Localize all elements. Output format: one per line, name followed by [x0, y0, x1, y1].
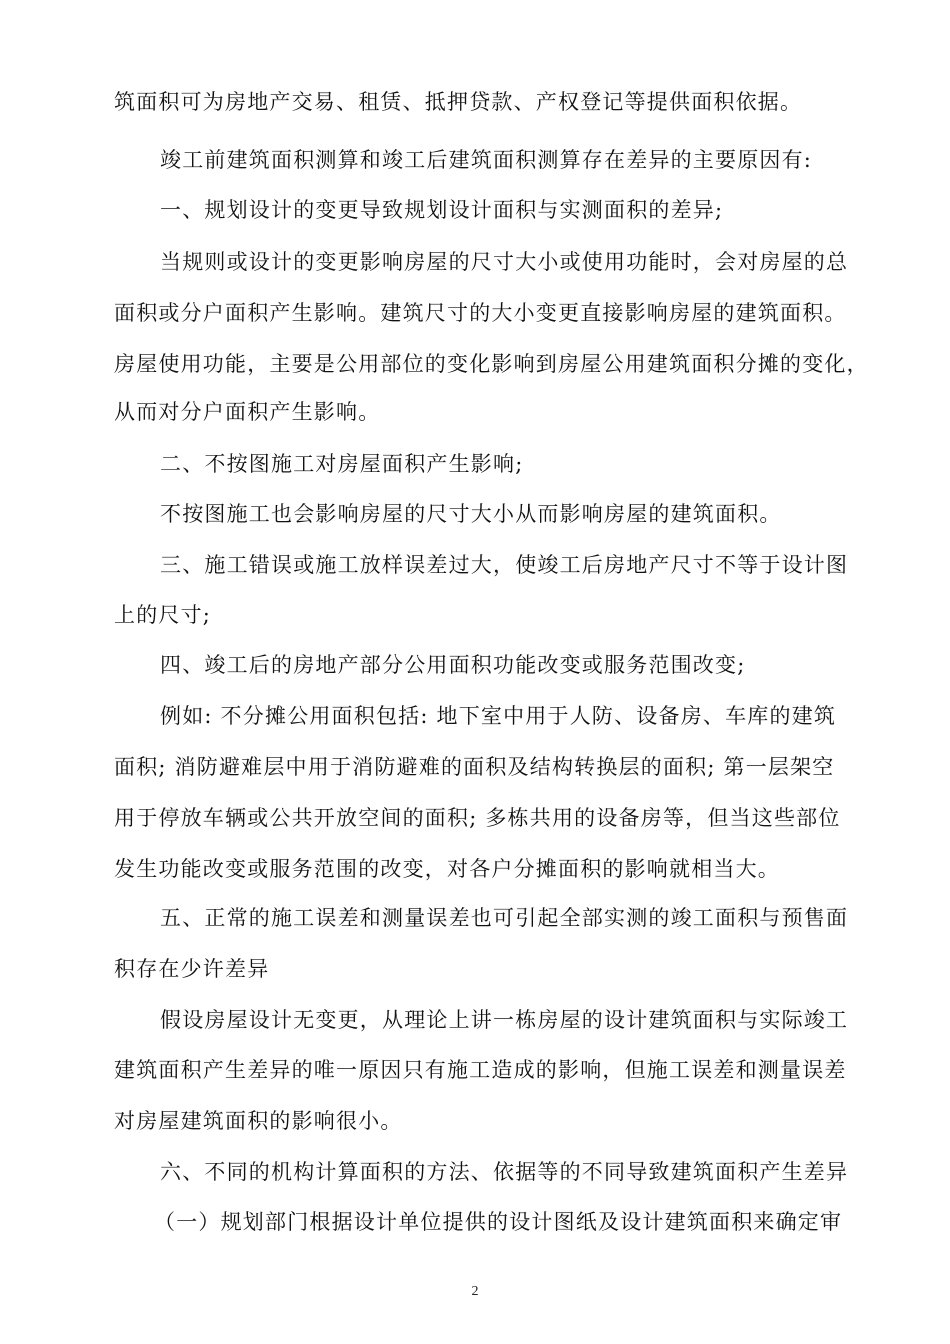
text-line: 四、竣工后的房地产部分公用面积功能改变或服务范围改变;: [160, 653, 746, 677]
text-line: （一）规划部门根据设计单位提供的设计图纸及设计建筑面积来确定审: [154, 1210, 843, 1234]
text-line: 二、不按图施工对房屋面积产生影响;: [160, 452, 524, 476]
text-line: 三、施工错误或施工放样误差过大，使竣工后房地产尺寸不等于设计图: [160, 553, 849, 577]
text-line: 六、不同的机构计算面积的方法、依据等的不同导致建筑面积产生差异: [160, 1160, 849, 1184]
text-line: 建筑面积产生差异的唯一原因只有施工造成的影响，但施工误差和测量误差: [114, 1058, 847, 1082]
text-line: 假设房屋设计无变更，从理论上讲一栋房屋的设计建筑面积与实际竣工: [160, 1008, 849, 1032]
page-number: 2: [471, 1284, 479, 1299]
text-line: 房屋使用功能，主要是公用部位的变化影响到房屋公用建筑面积分摊的变化，: [114, 352, 869, 376]
text-line: 从而对分户面积产生影响。: [114, 400, 381, 424]
text-line: 竣工前建筑面积测算和竣工后建筑面积测算存在差异的主要原因有:: [160, 148, 813, 172]
text-line: 发生功能改变或服务范围的改变，对各户分摊面积的影响就相当大。: [114, 857, 780, 881]
text-line: 面积或分户面积产生影响。建筑尺寸的大小变更直接影响房屋的建筑面积。: [114, 301, 847, 325]
text-line: 例如: 不分摊公用面积包括: 地下室中用于人防、设备房、车库的建筑: [160, 704, 837, 728]
text-line: 一、规划设计的变更导致规划设计面积与实测面积的差异;: [160, 198, 724, 222]
text-line: 五、正常的施工误差和测量误差也可引起全部实测的竣工面积与预售面: [160, 906, 849, 930]
text-line: 积存在少许差异: [114, 957, 270, 981]
text-line: 面积; 消防避难层中用于消防避难的面积及结构转换层的面积; 第一层架空: [114, 755, 835, 779]
text-line: 当规则或设计的变更影响房屋的尺寸大小或使用功能时，会对房屋的总: [160, 250, 849, 274]
text-line: 用于停放车辆或公共开放空间的面积; 多栋共用的设备房等，但当这些部位: [114, 806, 841, 830]
text-line: 不按图施工也会影响房屋的尺寸大小从而影响房屋的建筑面积。: [160, 502, 782, 526]
text-line: 对房屋建筑面积的影响很小。: [114, 1109, 403, 1133]
text-line: 筑面积可为房地产交易、租赁、抵押贷款、产权登记等提供面积依据。: [114, 90, 803, 114]
text-line: 上的尺寸;: [114, 603, 212, 627]
